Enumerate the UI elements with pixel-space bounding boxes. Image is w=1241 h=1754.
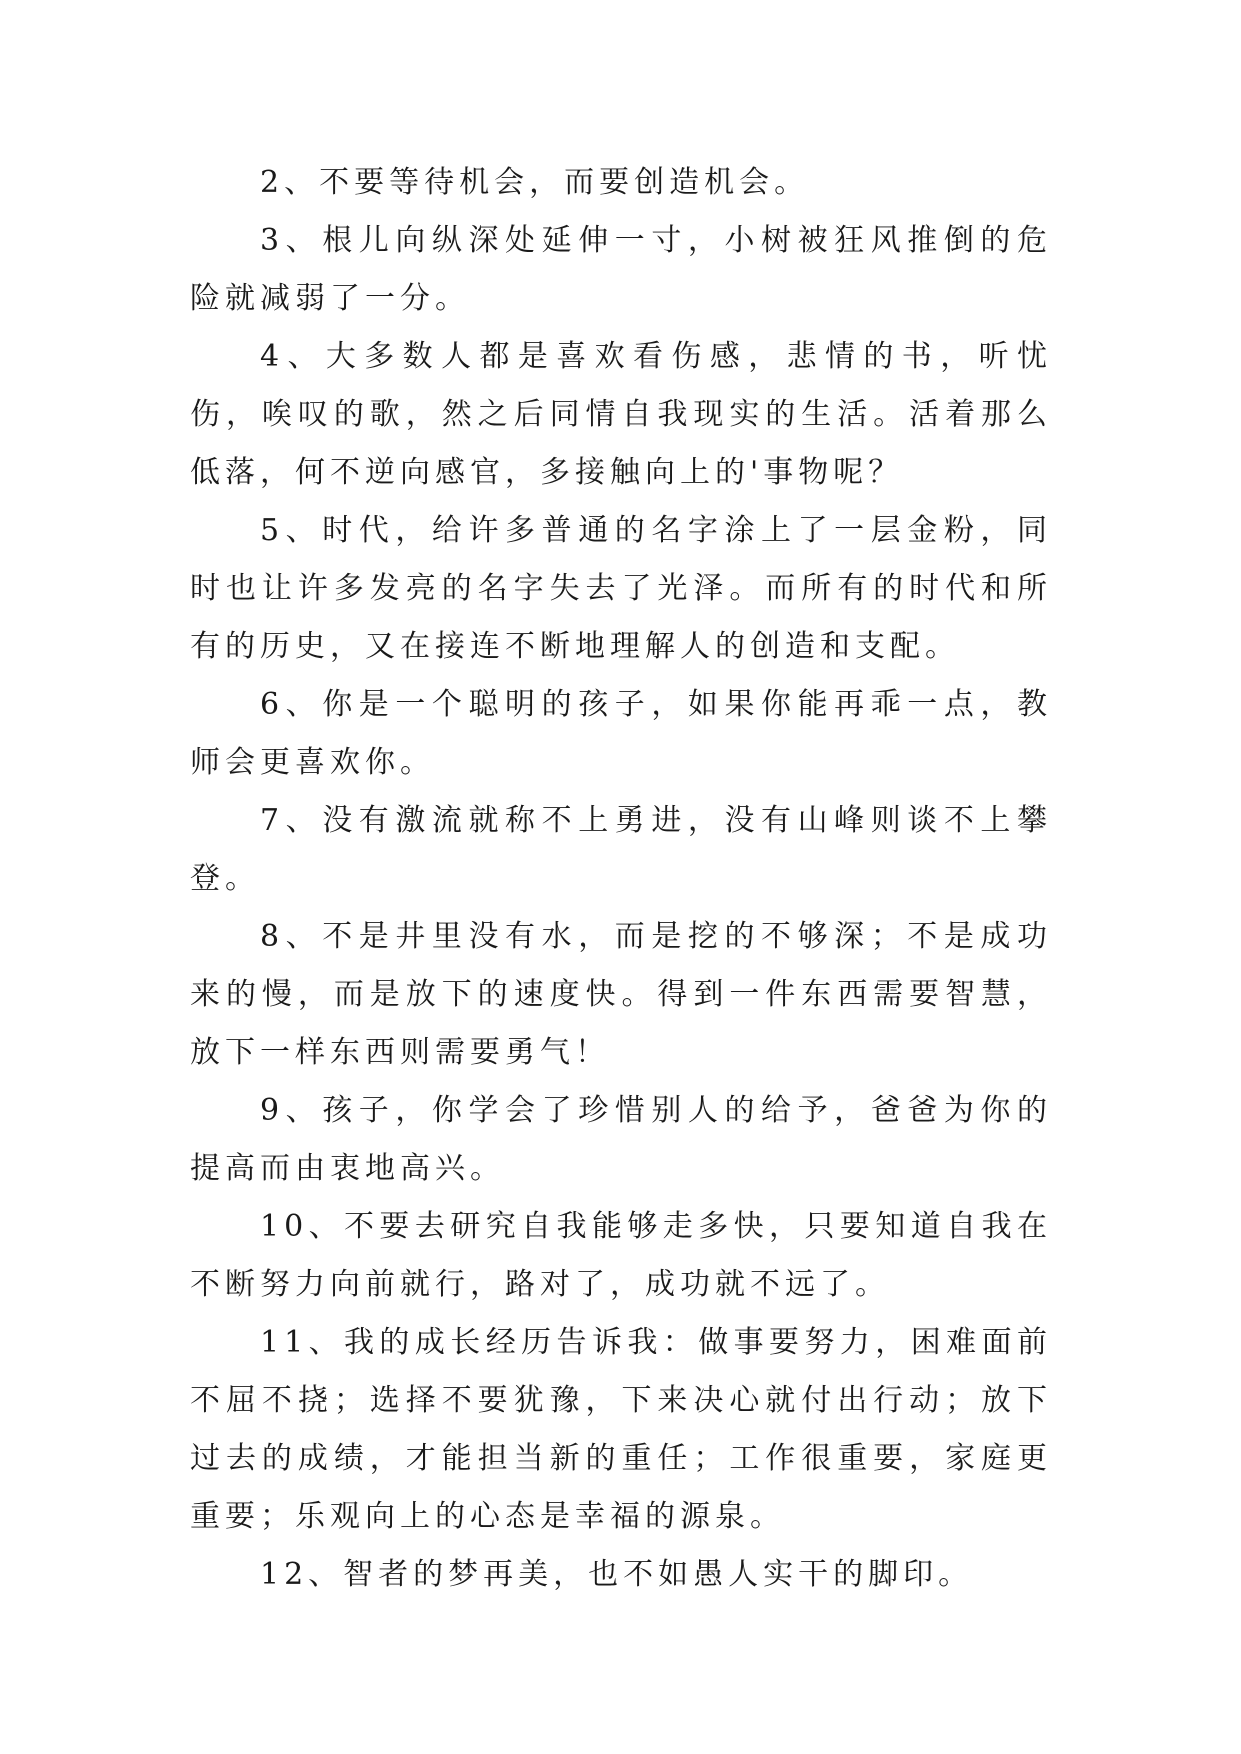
paragraph-3: 3、根儿向纵深处延伸一寸，小树被狂风推倒的危险就减弱了一分。 (190, 223, 1052, 316)
paragraph-9: 9、孩子，你学会了珍惜别人的给予，爸爸为你的提高而由衷地高兴。 (190, 1093, 1052, 1186)
paragraph-4: 4、大多数人都是喜欢看伤感，悲情的书，听忧伤，唉叹的歌，然之后同情自我现实的生活。活着那么低落，何不逆向感官，多接触向上的'事物呢？ (190, 339, 1052, 490)
document-body (190, 154, 1052, 1604)
paragraph-11: 11、我的成长经历告诉我：做事要努力，困难面前不屈不挠；选择不要犹豫，下来决心就付出行动；放下过去的成绩，才能担当新的重任；工作很重要，家庭更重要；乐观向上的心态是幸福的源泉。 (190, 1325, 1052, 1534)
paragraph-7: 7、没有激流就称不上勇进，没有山峰则谈不上攀登。 (190, 803, 1052, 896)
paragraph-8: 8、不是井里没有水，而是挖的不够深；不是成功来的慢，而是放下的速度快。得到一件东西需要智慧，放下一样东西则需要勇气！ (190, 919, 1052, 1070)
paragraph-5: 5、时代，给许多普通的名字涂上了一层金粉，同时也让许多发亮的名字失去了光泽。而所有的时代和所有的历史，又在接连不断地理解人的创造和支配。 (190, 513, 1052, 664)
paragraph-12: 12、智者的梦再美，也不如愚人实干的脚印。 (260, 1557, 974, 1592)
paragraph-10: 10、不要去研究自我能够走多快，只要知道自我在不断努力向前就行，路对了，成功就不远了。 (190, 1209, 1052, 1302)
paragraph-2: 2、不要等待机会，而要创造机会。 (260, 165, 810, 200)
paragraph-6: 6、你是一个聪明的孩子，如果你能再乖一点，教师会更喜欢你。 (190, 687, 1052, 780)
